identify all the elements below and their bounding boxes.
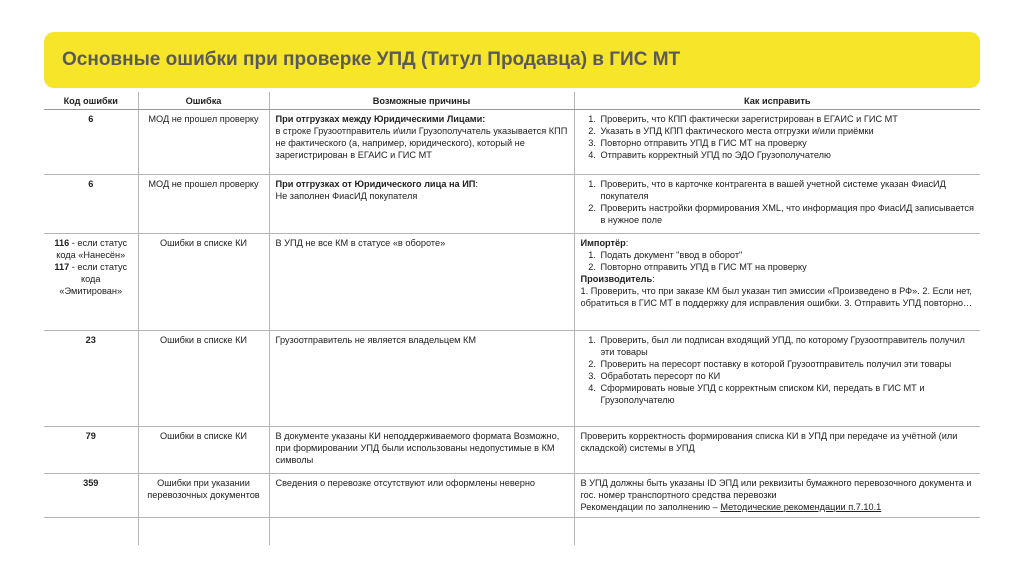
fix-list bbox=[581, 178, 975, 226]
empty-cell bbox=[269, 518, 574, 545]
fix-step: 2. Повторно отправить УПД в ГИС МТ на проверку bbox=[599, 261, 975, 273]
error-name: МОД не прошел проверку bbox=[138, 175, 269, 234]
error-name: Ошибки в списке КИ bbox=[138, 234, 269, 331]
fix-step: 1. Проверить, был ли подписан входящий УПД, по которому Грузоотправитель получил эти товары bbox=[599, 334, 975, 358]
code-116-desc: - если статус кода «Нанесён» bbox=[56, 238, 128, 260]
producer-label: Производитель bbox=[580, 274, 653, 284]
fix-list bbox=[581, 113, 975, 161]
error-fix bbox=[574, 110, 980, 175]
error-name: Ошибки в списке КИ bbox=[138, 331, 269, 427]
table-row bbox=[44, 331, 980, 427]
error-code: 6 bbox=[44, 175, 138, 234]
empty-cell bbox=[574, 518, 980, 545]
code-117: 117 bbox=[54, 262, 70, 272]
header-code: Код ошибки bbox=[44, 92, 138, 110]
fix-step: 2. Проверить на пересорт поставку в которой Грузоотправитель получил эти товары bbox=[599, 358, 975, 370]
cause-text: Не заполнен ФиасИД покупателя bbox=[275, 191, 418, 201]
error-code: 359 bbox=[44, 474, 138, 518]
error-name: Ошибки в списке КИ bbox=[138, 427, 269, 474]
table-row bbox=[44, 110, 980, 175]
fix-step: 4. Отправить корректный УПД по ЭДО Грузополучателю bbox=[599, 149, 975, 161]
cause-text: в строке Грузоотправитель и\или Грузополучатель указывается КПП не фактического (а, например, юридического), который не зарегистрирован в ЕГАИС и ГИС МТ bbox=[275, 126, 568, 160]
code-117-desc: - если статус кода «Эмитирован» bbox=[59, 262, 128, 296]
table-row bbox=[44, 474, 980, 518]
cause-text: Сведения о перевозке отсутствуют или оформлены неверно bbox=[275, 478, 536, 488]
table-row bbox=[44, 234, 980, 331]
table-row bbox=[44, 175, 980, 234]
fix-list bbox=[581, 334, 975, 406]
title-bar bbox=[44, 32, 980, 88]
empty-cell bbox=[44, 518, 138, 545]
error-fix bbox=[574, 175, 980, 234]
error-causes bbox=[269, 234, 574, 331]
code-116: 116 bbox=[54, 238, 70, 248]
cause-text: В документе указаны КИ неподдерживаемого формата Возможно, при формировании УПД были использованы недопустимые в КМ символы bbox=[275, 431, 560, 465]
error-causes bbox=[269, 110, 574, 175]
fix-step: 3. Обработать пересорт по КИ bbox=[599, 370, 975, 382]
cause-heading: При отгрузках от Юридического лица на ИП bbox=[275, 179, 476, 189]
cause-text: Грузоотправитель не является владельцем КМ bbox=[275, 335, 477, 345]
error-causes bbox=[269, 175, 574, 234]
cause-text: В УПД не все КМ в статусе «в обороте» bbox=[275, 238, 446, 248]
importer-label: Импортёр bbox=[580, 238, 626, 248]
error-causes bbox=[269, 427, 574, 474]
recommendation-label: Рекомендации по заполнению – bbox=[580, 502, 721, 512]
error-code: 79 bbox=[44, 427, 138, 474]
cause-heading: При отгрузках между Юридическими Лицами: bbox=[275, 114, 486, 124]
fix-step: 3. Повторно отправить УПД в ГИС МТ на проверку bbox=[599, 137, 975, 149]
page-title: Основные ошибки при проверке УПД (Титул Продавца) в ГИС МТ bbox=[62, 49, 681, 70]
error-fix: Импортёр: 1. Подать документ "ввод в оборот" 2. Повторно отправить УПД в ГИС МТ на проверку Производитель: 1. Проверить, что при заказе КМ был указан тип эмиссии «Произведено в РФ». 2. Если нет, обратиться в ГИС МТ в поддержку для исправления ошибки. 3. Отправить УПД повторно… bbox=[574, 234, 980, 331]
fix-step: 2. Указать в УПД КПП фактического места отгрузки и/или приёмки bbox=[599, 125, 975, 137]
table-row-empty bbox=[44, 518, 980, 545]
error-code bbox=[44, 234, 138, 331]
fix-text: Проверить корректность формирования списка КИ в УПД при передаче из учётной (или складской) системы в УПД bbox=[580, 431, 958, 453]
table-header-row bbox=[44, 92, 980, 110]
empty-cell bbox=[138, 518, 269, 545]
fix-step: 1. Проверить, что в карточке контрагента в вашей учетной системе указан ФиасИД покупателя bbox=[599, 178, 975, 202]
error-name: Ошибки при указании перевозочных документов bbox=[138, 474, 269, 518]
error-causes bbox=[269, 474, 574, 518]
fix-list bbox=[581, 249, 975, 273]
fix-step: 1. Проверить, что КПП фактически зарегистрирован в ЕГАИС и ГИС МТ bbox=[599, 113, 975, 125]
producer-text: 1. Проверить, что при заказе КМ был указан тип эмиссии «Произведено в РФ». 2. Если нет, обратиться в ГИС МТ в поддержку для исправления ошибки. 3. Отправить УПД повторно… bbox=[580, 286, 973, 308]
table-row bbox=[44, 427, 980, 474]
header-error: Ошибка bbox=[138, 92, 269, 110]
cause-colon: : bbox=[475, 179, 478, 189]
fix-step: 1. Подать документ "ввод в оборот" bbox=[599, 249, 975, 261]
fix-step: 2. Проверить настройки формирования XML, что информация про ФиасИД записывается в нужное поле bbox=[599, 202, 975, 226]
error-causes bbox=[269, 331, 574, 427]
fix-step: 4. Сформировать новые УПД с корректным списком КИ, передать в ГИС МТ и Грузополучателю bbox=[599, 382, 975, 406]
header-fix: Как исправить bbox=[574, 92, 980, 110]
fix-text: В УПД должны быть указаны ID ЭПД или реквизиты бумажного перевозочного документа и гос. номер транспортного средства перевозки bbox=[580, 478, 972, 500]
error-fix bbox=[574, 427, 980, 474]
error-fix bbox=[574, 474, 980, 518]
header-causes: Возможные причины bbox=[269, 92, 574, 110]
errors-table bbox=[44, 92, 980, 545]
error-code: 23 bbox=[44, 331, 138, 427]
recommendation-link[interactable]: Методические рекомендации п.7.10.1 bbox=[720, 502, 882, 512]
error-name: МОД не прошел проверку bbox=[138, 110, 269, 175]
error-fix bbox=[574, 331, 980, 427]
error-code: 6 bbox=[44, 110, 138, 175]
